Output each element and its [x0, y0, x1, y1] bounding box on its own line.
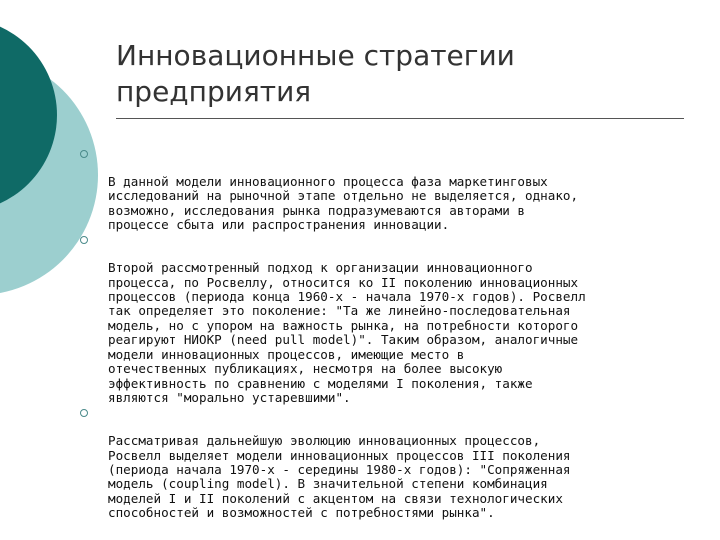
bullet-item-2: [78, 232, 678, 405]
slide-title: [116, 38, 676, 110]
bullet-text-2: Второй рассмотренный подход к организации инновационного процесса, по Росвеллу, относится ко II поколению инновационных процессов (периода конца 1960-х - начала 1970-х годов). Росвелл так определяет это поколение: "Та же линейно-последовательная модель, но с упором на важность рынка, на потребности которого реагируют НИОКР (need pull model)". Таким образом, аналогичные модели инновационных процессов, имеющие место в отечественных публикациях, несмотря на более высокую эффективность по сравнению с моделями I поколения, также являются "морально устаревшими".: [108, 260, 586, 405]
bullet-circle-icon: [80, 236, 88, 244]
bullet-circle-icon: [80, 409, 88, 417]
slide-title-line-2: предприятия: [116, 75, 312, 108]
bullet-list: [78, 146, 678, 521]
bullet-circle-icon: [80, 150, 88, 158]
title-divider: [116, 118, 684, 119]
bullet-text-3: Рассматривая дальнейшую эволюцию инновационных процессов, Росвелл выделяет модели инновационных процессов III поколения (периода начала 1970-х - середины 1980-х годов): "Сопряженная модель (coupling model). В значительной степени комбинация моделей I и II поколений с акцентом на связи технологических способностей и возможностей с потребностями рынка".: [108, 433, 571, 521]
bullet-item-3: [78, 405, 678, 520]
slide-title-line-1: Инновационные стратегии: [116, 39, 515, 72]
bullet-item-1: [78, 146, 678, 232]
bullet-text-1: В данной модели инновационного процесса фаза маркетинговых исследований на рыночной этапе отдельно не выделяется, однако, возможно, исследования рынка подразумеваются авторами в процессе сбыта или распространения инновации.: [108, 173, 579, 233]
